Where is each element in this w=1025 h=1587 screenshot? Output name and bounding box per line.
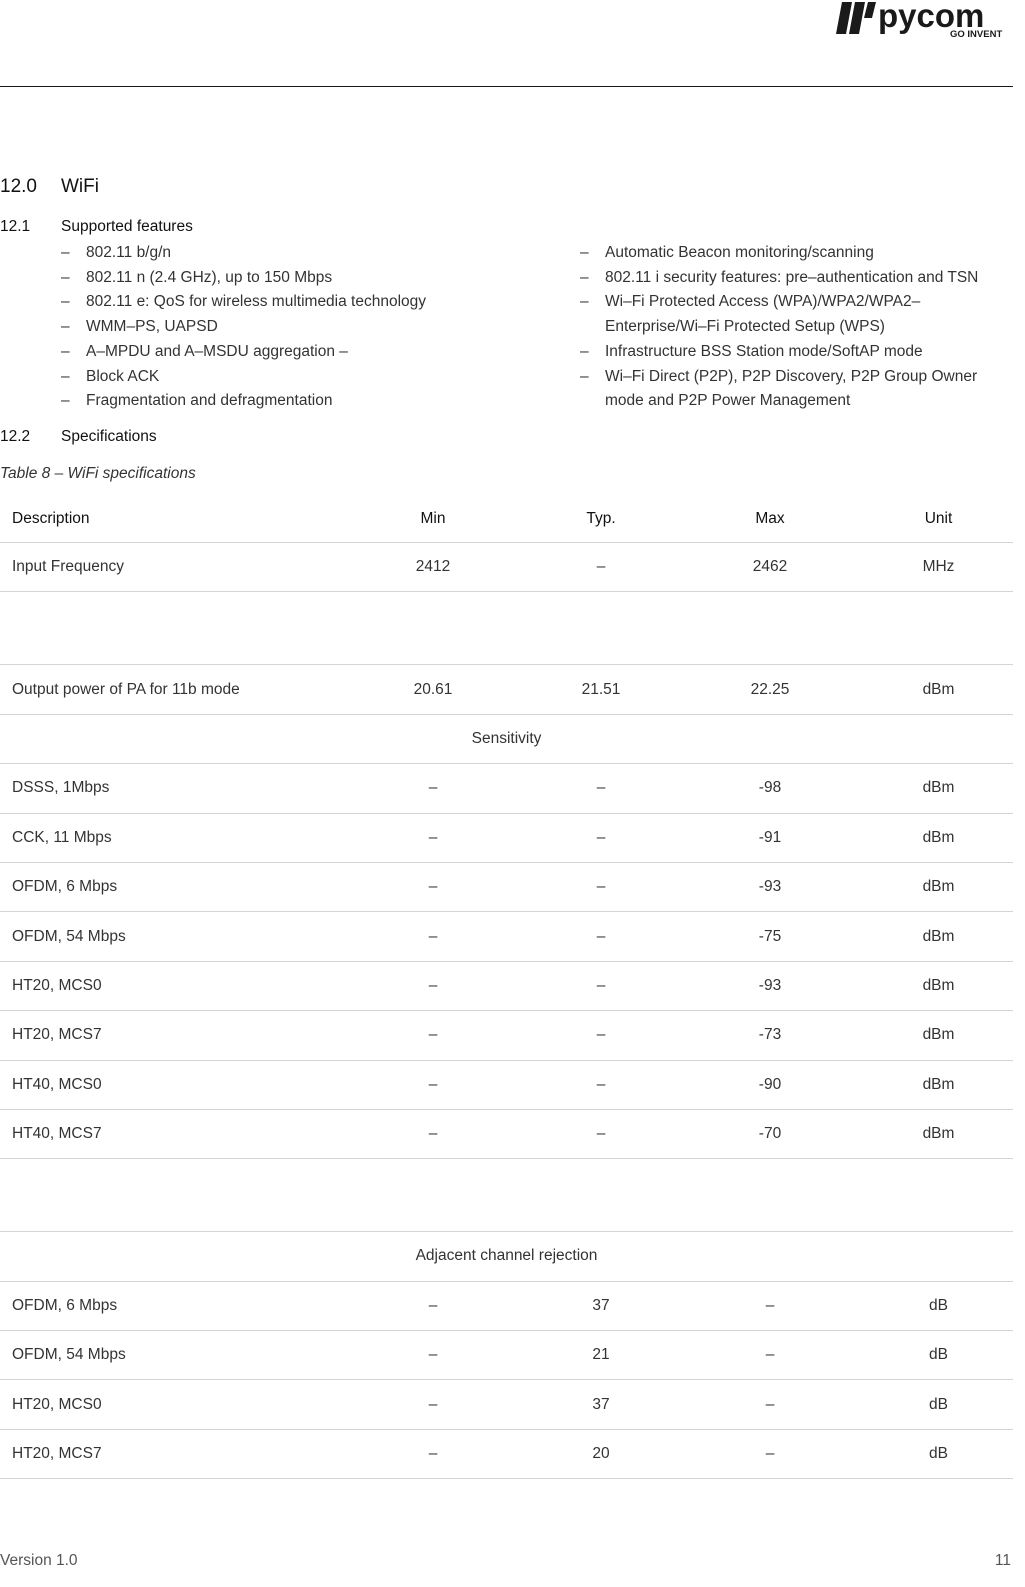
cell-unit: dBm [864,912,1013,961]
list-item: – Fragmentation and defragmentation [61,392,333,410]
cell-max: -91 [676,813,864,862]
cell-max: -93 [676,961,864,1010]
cell-min: – [340,1429,526,1478]
svg-text:GO INVENT: GO INVENT [950,29,1003,40]
cell-max: -75 [676,912,864,961]
table-header-row [0,495,1013,543]
cell-max: -93 [676,862,864,911]
list-item: – A–MPDU and A–MSDU aggregation – [61,342,348,360]
table-row [0,961,1013,1010]
table-caption: Table 8 – WiFi specifications [0,465,196,482]
list-item: – 802.11 b/g/n [61,244,172,261]
table-row: Output power of PA for 11b mode 20.61 21.51 22.25 dBm [0,665,1013,714]
cell-unit: dBm [864,764,1013,813]
features-heading: 12.1 Supported features [0,218,193,235]
cell-unit: dBm [864,961,1013,1010]
cell-desc: OFDM, 6 Mbps [0,1281,340,1330]
column-header-min: Min [340,495,526,543]
cell-typ: – [526,813,676,862]
list-item: – 802.11 e: QoS for wireless multimedia technology [61,293,427,311]
cell-typ: 20 [526,1429,676,1478]
cell-desc: HT40, MCS7 [0,1109,340,1158]
table-section-row [0,1232,1013,1281]
table-row [0,1060,1013,1109]
cell-max: – [676,1281,864,1330]
cell-max: – [676,1429,864,1478]
cell-typ: 21 [526,1331,676,1380]
cell-max: -73 [676,1011,864,1060]
cell-min: – [340,961,526,1010]
list-item: – Automatic Beacon monitoring/scanning [580,244,874,261]
cell-desc: HT20, MCS0 [0,961,340,1010]
cell-unit: dBm [864,1011,1013,1060]
cell-typ: – [526,1109,676,1158]
cell-desc: HT40, MCS0 [0,1060,340,1109]
adjacent-channel-label: Adjacent channel rejection [0,1232,1013,1281]
wifi-spec-table [0,495,1013,1479]
cell-max: – [676,1380,864,1429]
table-row [0,1109,1013,1158]
cell-min: – [340,1109,526,1158]
list-item: – Wi–Fi Protected Access (WPA)/WPA2/WPA2–Enterprise/Wi–Fi Protected Setup (WPS) [580,293,921,336]
cell-max: -98 [676,764,864,813]
column-header-unit: Unit [864,495,1013,543]
column-header-description: Description [0,495,340,543]
list-item: – Block ACK [61,367,160,385]
cell-typ: – [526,862,676,911]
cell-unit: dBm [864,1060,1013,1109]
cell-desc: DSSS, 1Mbps [0,764,340,813]
cell-desc: OFDM, 6 Mbps [0,862,340,911]
cell-typ: – [526,1011,676,1060]
table-row [0,1380,1013,1429]
sensitivity-label: Sensitivity [0,714,1013,763]
table-spacer-row [0,592,1013,665]
cell-max: -70 [676,1109,864,1158]
cell-max: -90 [676,1060,864,1109]
features-list-right [580,241,1020,414]
list-item: – 802.11 n (2.4 GHz), up to 150 Mbps [61,268,333,286]
cell-desc: CCK, 11 Mbps [0,813,340,862]
table-row [0,813,1013,862]
cell-max: – [676,1331,864,1380]
cell-desc: HT20, MCS7 [0,1011,340,1060]
cell-typ: – [526,912,676,961]
cell-unit: dB [864,1331,1013,1380]
cell-typ: 37 [526,1380,676,1429]
cell-unit: dBm [864,862,1013,911]
list-item: – Infrastructure BSS Station mode/SoftAP mode [580,342,923,360]
features-list-left [61,241,561,414]
cell-typ: – [526,1060,676,1109]
cell-desc: HT20, MCS0 [0,1380,340,1429]
cell-min: – [340,1011,526,1060]
list-item: – 802.11 i security features: pre–authentication and TSN [580,268,979,286]
cell-min: – [340,1331,526,1380]
cell-typ: – [526,764,676,813]
column-header-typ: Typ. [526,495,676,543]
cell-min: – [340,813,526,862]
cell-desc: OFDM, 54 Mbps [0,912,340,961]
section-heading: 12.0 WiFi [0,176,99,197]
cell-desc: OFDM, 54 Mbps [0,1331,340,1380]
cell-min: – [340,1060,526,1109]
table-row [0,1011,1013,1060]
table-row: Input Frequency 2412 – 2462 MHz [0,543,1013,592]
table-row [0,1331,1013,1380]
footer-page-number: 11 [994,1552,1011,1569]
cell-min: – [340,1380,526,1429]
table-spacer-row [0,1159,1013,1232]
table-row [0,764,1013,813]
cell-min: – [340,862,526,911]
list-item: – WMM–PS, UAPSD [61,318,218,336]
table-row [0,862,1013,911]
svg-text:pycom: pycom [878,0,985,34]
cell-min: – [340,1281,526,1330]
pycom-logo [836,0,1014,40]
cell-unit: dB [864,1429,1013,1478]
table-row [0,912,1013,961]
table-row [0,1281,1013,1330]
cell-min: – [340,764,526,813]
column-header-max: Max [676,495,864,543]
cell-unit: dBm [864,1109,1013,1158]
cell-desc: HT20, MCS7 [0,1429,340,1478]
list-item: – Wi–Fi Direct (P2P), P2P Discovery, P2P Group Owner mode and P2P Power Management [580,367,978,410]
table-section-row [0,714,1013,763]
cell-typ: 37 [526,1281,676,1330]
table-row [0,1429,1013,1478]
cell-unit: dB [864,1281,1013,1330]
header-divider [0,86,1013,87]
cell-unit: dBm [864,813,1013,862]
cell-typ: – [526,961,676,1010]
footer-version: Version 1.0 [0,1552,78,1569]
cell-unit: dB [864,1380,1013,1429]
cell-min: – [340,912,526,961]
specifications-heading: 12.2 Specifications [0,428,157,445]
